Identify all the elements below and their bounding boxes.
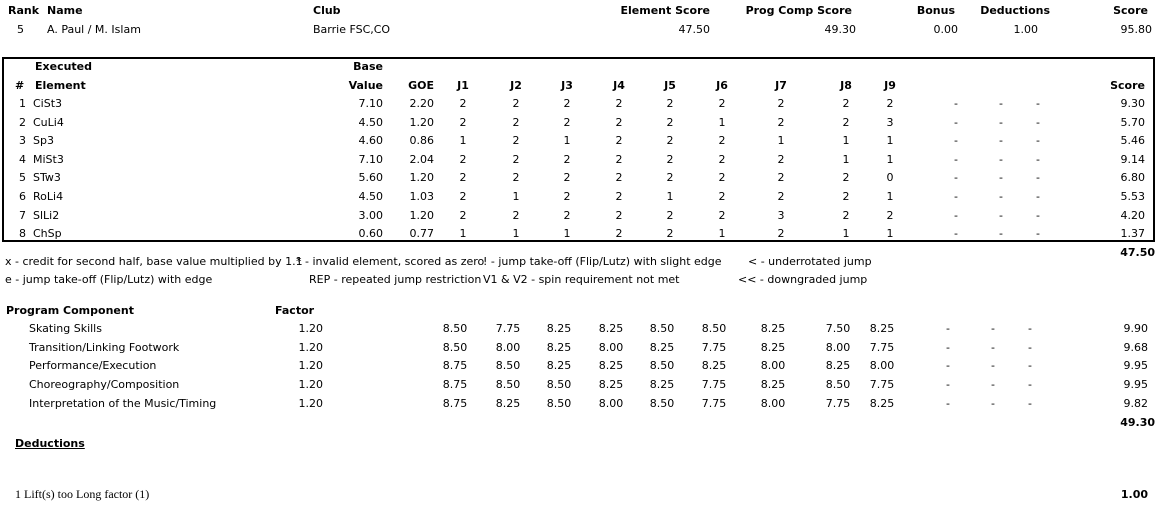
elements-total: 47.50 <box>1120 246 1155 259</box>
element-judge-mark: 2 <box>459 97 467 110</box>
element-judge-mark: 2 <box>842 190 850 203</box>
element-judge-mark: 2 <box>718 171 726 185</box>
components-header: Program Component <box>6 304 134 317</box>
element-judge-mark: 2 <box>512 134 520 148</box>
component-judge-mark: 8.50 <box>649 396 675 410</box>
element-judge-mark: 1 <box>563 134 571 148</box>
component-judge-mark: 8.00 <box>825 340 851 354</box>
element-judge-mark: 2 <box>512 208 520 222</box>
element-judge-mark: 2 <box>512 115 520 129</box>
element-goe: 0.86 <box>409 134 434 148</box>
element-base-value: 4.50 <box>358 115 383 129</box>
component-score: 9.90 <box>1123 322 1148 335</box>
elements-value-header: Value <box>348 79 383 92</box>
deduction-item-value: 1.00 <box>1120 488 1148 501</box>
component-judge-mark: 8.75 <box>442 378 468 392</box>
element-score: 6.80 <box>1120 171 1145 185</box>
component-name: Choreography/Composition <box>29 378 180 392</box>
elements-executed-header: Executed <box>35 60 93 73</box>
element-judge-mark: 2 <box>615 171 623 185</box>
element-empty-mark: - <box>1036 227 1040 241</box>
component-judge-mark: 8.00 <box>760 359 786 373</box>
element-base-value: 3.00 <box>358 208 383 222</box>
element-judge-mark: 2 <box>459 208 467 222</box>
element-judge-mark: 2 <box>718 190 726 203</box>
element-empty-mark: - <box>1036 97 1040 110</box>
elements-judge-header: J9 <box>884 79 896 92</box>
component-judge-mark: 7.75 <box>825 396 851 410</box>
component-judge-mark: 8.25 <box>760 322 786 335</box>
component-empty-mark: - <box>1028 340 1032 354</box>
element-name: CuLi4 <box>33 115 64 129</box>
elements-goe-header: GOE <box>408 79 434 92</box>
element-judge-mark: 2 <box>777 227 785 241</box>
element-goe: 1.03 <box>409 190 434 203</box>
element-empty-mark: - <box>1036 134 1040 148</box>
component-judge-mark: 8.50 <box>442 322 468 335</box>
components-total: 49.30 <box>1120 416 1155 429</box>
elements-judge-header: J8 <box>840 79 852 92</box>
component-judge-mark: 8.00 <box>869 359 895 373</box>
component-factor: 1.20 <box>298 322 323 335</box>
element-empty-mark: - <box>954 171 958 185</box>
element-empty-mark: - <box>954 208 958 222</box>
element-num: 4 <box>19 152 26 166</box>
component-judge-mark: 8.25 <box>649 378 675 392</box>
element-base-value: 7.10 <box>358 152 383 166</box>
component-empty-mark: - <box>991 322 995 335</box>
element-base-value: 0.60 <box>358 227 383 241</box>
element-empty-mark: - <box>999 134 1003 148</box>
element-empty-mark: - <box>1036 152 1040 166</box>
component-judge-mark: 7.50 <box>825 322 851 335</box>
element-name: RoLi4 <box>33 190 64 203</box>
element-judge-mark: 3 <box>886 115 894 129</box>
element-judge-mark: 2 <box>512 171 520 185</box>
element-base-value: 4.50 <box>358 190 383 203</box>
component-empty-mark: - <box>946 359 950 373</box>
element-judge-mark: 2 <box>563 115 571 129</box>
component-judge-mark: 8.50 <box>649 359 675 373</box>
component-judge-mark: 8.25 <box>869 322 895 335</box>
element-judge-mark: 0 <box>886 171 894 185</box>
component-factor: 1.20 <box>298 359 323 373</box>
element-judge-mark: 2 <box>666 115 674 129</box>
element-num: 2 <box>19 115 26 129</box>
legend-slight-edge: ! - jump take-off (Flip/Lutz) with slight edge <box>483 255 722 268</box>
header-bonus-value: 0.00 <box>933 23 958 36</box>
legend-edge: e - jump take-off (Flip/Lutz) with edge <box>5 273 213 286</box>
component-judge-mark: 8.25 <box>760 378 786 392</box>
element-score: 9.30 <box>1120 97 1145 110</box>
elements-score-header: Score <box>1110 79 1145 92</box>
header-score-value: 95.80 <box>1120 23 1152 36</box>
header-element-score-label: Element Score <box>620 4 710 17</box>
component-name: Performance/Execution <box>29 359 157 373</box>
component-judge-mark: 8.25 <box>869 396 895 410</box>
elements-base-header: Base <box>353 60 383 73</box>
header-bonus-label: Bonus <box>916 4 955 17</box>
element-judge-mark: 1 <box>886 134 894 148</box>
element-judge-mark: 1 <box>666 190 674 203</box>
element-judge-mark: 1 <box>886 190 894 203</box>
element-judge-mark: 2 <box>842 208 850 222</box>
element-name: CiSt3 <box>33 97 63 110</box>
elements-judge-header: J6 <box>716 79 728 92</box>
component-judge-mark: 7.75 <box>869 378 895 392</box>
component-judge-mark: 7.75 <box>701 340 727 354</box>
elements-num-header: # <box>15 79 25 92</box>
component-empty-mark: - <box>1028 359 1032 373</box>
legend-spin: V1 & V2 - spin requirement not met <box>483 273 680 286</box>
components-factor-header: Factor <box>275 304 315 317</box>
component-empty-mark: - <box>991 378 995 392</box>
component-judge-mark: 8.50 <box>442 340 468 354</box>
element-empty-mark: - <box>954 152 958 166</box>
element-base-value: 7.10 <box>358 97 383 110</box>
element-judge-mark: 2 <box>615 134 623 148</box>
element-num: 5 <box>19 171 26 185</box>
component-judge-mark: 8.25 <box>546 340 572 354</box>
element-score: 9.14 <box>1120 152 1145 166</box>
component-empty-mark: - <box>991 396 995 410</box>
element-judge-mark: 1 <box>842 134 850 148</box>
component-judge-mark: 8.25 <box>546 322 572 335</box>
component-empty-mark: - <box>991 359 995 373</box>
element-judge-mark: 2 <box>563 208 571 222</box>
element-name: STw3 <box>33 171 61 185</box>
header-club-label: Club <box>313 4 341 17</box>
header-rank-label: Rank <box>8 4 40 17</box>
element-judge-mark: 1 <box>563 227 571 241</box>
element-empty-mark: - <box>954 115 958 129</box>
component-judge-mark: 8.00 <box>495 340 521 354</box>
element-judge-mark: 1 <box>512 190 520 203</box>
element-empty-mark: - <box>1036 190 1040 203</box>
component-judge-mark: 8.00 <box>598 396 624 410</box>
element-num: 8 <box>19 227 26 241</box>
element-num: 3 <box>19 134 26 148</box>
header-name-value: A. Paul / M. Islam <box>47 23 141 36</box>
element-goe: 1.20 <box>409 115 434 129</box>
element-empty-mark: - <box>1036 208 1040 222</box>
component-judge-mark: 8.75 <box>442 396 468 410</box>
elements-judge-header: J5 <box>664 79 676 92</box>
element-judge-mark: 2 <box>718 152 726 166</box>
component-judge-mark: 8.50 <box>701 322 727 335</box>
elements-judge-header: J4 <box>613 79 625 92</box>
component-judge-mark: 8.00 <box>760 396 786 410</box>
component-judge-mark: 8.25 <box>598 378 624 392</box>
component-empty-mark: - <box>1028 322 1032 335</box>
header-element-score-value: 47.50 <box>678 23 710 36</box>
legend-invalid: * - invalid element, scored as zero <box>296 255 485 268</box>
elements-judge-header: J2 <box>510 79 522 92</box>
component-judge-mark: 8.25 <box>760 340 786 354</box>
element-name: Sp3 <box>33 134 54 148</box>
element-judge-mark: 2 <box>718 208 726 222</box>
element-judge-mark: 1 <box>886 227 894 241</box>
header-score-label: Score <box>1113 4 1148 17</box>
component-factor: 1.20 <box>298 340 323 354</box>
component-empty-mark: - <box>991 340 995 354</box>
component-judge-mark: 8.00 <box>598 340 624 354</box>
element-judge-mark: 2 <box>886 208 894 222</box>
element-judge-mark: 2 <box>512 152 520 166</box>
element-empty-mark: - <box>1036 171 1040 185</box>
element-empty-mark: - <box>999 190 1003 203</box>
element-judge-mark: 2 <box>666 171 674 185</box>
element-judge-mark: 1 <box>459 134 467 148</box>
element-judge-mark: 2 <box>666 134 674 148</box>
element-name: SlLi2 <box>33 208 60 222</box>
element-goe: 2.20 <box>409 97 434 110</box>
header-prog-comp-score-value: 49.30 <box>824 23 856 36</box>
element-judge-mark: 2 <box>563 171 571 185</box>
element-judge-mark: 2 <box>615 227 623 241</box>
component-judge-mark: 8.50 <box>495 359 521 373</box>
element-empty-mark: - <box>954 190 958 203</box>
element-num: 6 <box>19 190 26 203</box>
element-judge-mark: 2 <box>666 152 674 166</box>
element-judge-mark: 2 <box>563 152 571 166</box>
element-judge-mark: 2 <box>666 208 674 222</box>
element-judge-mark: 1 <box>842 152 850 166</box>
component-factor: 1.20 <box>298 396 323 410</box>
element-judge-mark: 2 <box>512 97 520 110</box>
element-empty-mark: - <box>1036 115 1040 129</box>
legend-downgraded: << - downgraded jump <box>738 273 868 286</box>
element-judge-mark: 2 <box>842 171 850 185</box>
element-empty-mark: - <box>954 134 958 148</box>
legend-x: x - credit for second half, base value multiplied by 1.1 <box>5 255 303 268</box>
component-empty-mark: - <box>1028 396 1032 410</box>
element-judge-mark: 1 <box>459 227 467 241</box>
element-judge-mark: 2 <box>886 97 894 110</box>
element-judge-mark: 2 <box>615 208 623 222</box>
component-name: Interpretation of the Music/Timing <box>29 396 217 410</box>
element-score: 5.46 <box>1120 134 1145 148</box>
element-base-value: 5.60 <box>358 171 383 185</box>
component-judge-mark: 7.75 <box>701 396 727 410</box>
component-score: 9.82 <box>1123 396 1148 410</box>
element-judge-mark: 2 <box>615 115 623 129</box>
component-judge-mark: 8.50 <box>546 396 572 410</box>
element-num: 7 <box>19 208 26 222</box>
element-empty-mark: - <box>999 208 1003 222</box>
element-score: 5.70 <box>1120 115 1145 129</box>
element-empty-mark: - <box>954 227 958 241</box>
header-name-label: Name <box>47 4 83 17</box>
deductions-title: Deductions <box>15 437 85 450</box>
element-judge-mark: 3 <box>777 208 785 222</box>
element-empty-mark: - <box>999 227 1003 241</box>
element-judge-mark: 1 <box>842 227 850 241</box>
header-prog-comp-score-label: Prog Comp Score <box>745 4 852 17</box>
element-name: MiSt3 <box>33 152 64 166</box>
element-score: 5.53 <box>1120 190 1145 203</box>
element-goe: 1.20 <box>409 171 434 185</box>
component-judge-mark: 8.25 <box>649 340 675 354</box>
element-judge-mark: 1 <box>886 152 894 166</box>
element-goe: 0.77 <box>409 227 434 241</box>
component-judge-mark: 8.25 <box>598 359 624 373</box>
element-judge-mark: 2 <box>615 97 623 110</box>
deduction-item-label: 1 Lift(s) too Long factor (1) <box>15 487 150 501</box>
element-score: 1.37 <box>1120 227 1145 241</box>
component-empty-mark: - <box>946 340 950 354</box>
element-goe: 1.20 <box>409 208 434 222</box>
component-empty-mark: - <box>946 396 950 410</box>
element-judge-mark: 1 <box>777 134 785 148</box>
element-judge-mark: 2 <box>615 190 623 203</box>
element-judge-mark: 2 <box>777 171 785 185</box>
component-score: 9.95 <box>1123 359 1148 373</box>
element-judge-mark: 1 <box>512 227 520 241</box>
component-empty-mark: - <box>946 322 950 335</box>
element-judge-mark: 1 <box>718 227 726 241</box>
component-factor: 1.20 <box>298 378 323 392</box>
component-judge-mark: 8.25 <box>701 359 727 373</box>
element-judge-mark: 2 <box>777 115 785 129</box>
element-judge-mark: 2 <box>777 152 785 166</box>
element-score: 4.20 <box>1120 208 1145 222</box>
component-name: Skating Skills <box>29 322 102 335</box>
element-judge-mark: 2 <box>718 134 726 148</box>
element-judge-mark: 2 <box>459 190 467 203</box>
header-club-value: Barrie FSC,CO <box>313 23 391 36</box>
element-empty-mark: - <box>999 152 1003 166</box>
element-judge-mark: 2 <box>563 190 571 203</box>
legend-underrotated: < - underrotated jump <box>748 255 872 268</box>
elements-judge-header: J1 <box>457 79 469 92</box>
element-judge-mark: 2 <box>718 97 726 110</box>
element-judge-mark: 2 <box>459 171 467 185</box>
component-empty-mark: - <box>1028 378 1032 392</box>
element-judge-mark: 2 <box>666 227 674 241</box>
component-judge-mark: 8.50 <box>825 378 851 392</box>
element-empty-mark: - <box>999 97 1003 110</box>
component-judge-mark: 8.25 <box>546 359 572 373</box>
element-empty-mark: - <box>999 115 1003 129</box>
component-score: 9.68 <box>1123 340 1148 354</box>
component-judge-mark: 7.75 <box>495 322 521 335</box>
element-judge-mark: 2 <box>842 97 850 110</box>
element-empty-mark: - <box>954 97 958 110</box>
element-name: ChSp <box>33 227 62 241</box>
component-score: 9.95 <box>1123 378 1148 392</box>
component-judge-mark: 7.75 <box>701 378 727 392</box>
elements-judge-header: J7 <box>775 79 787 92</box>
component-judge-mark: 8.50 <box>495 378 521 392</box>
component-empty-mark: - <box>946 378 950 392</box>
component-judge-mark: 8.50 <box>546 378 572 392</box>
element-empty-mark: - <box>999 171 1003 185</box>
elements-judge-header: J3 <box>561 79 573 92</box>
header-deductions-value: 1.00 <box>1013 23 1038 36</box>
component-judge-mark: 8.50 <box>649 322 675 335</box>
element-base-value: 4.60 <box>358 134 383 148</box>
element-num: 1 <box>19 97 26 110</box>
element-judge-mark: 2 <box>842 115 850 129</box>
component-judge-mark: 7.75 <box>869 340 895 354</box>
element-judge-mark: 2 <box>666 97 674 110</box>
legend-rep: REP - repeated jump restriction <box>309 273 482 286</box>
elements-element-header: Element <box>35 79 86 92</box>
element-judge-mark: 2 <box>615 152 623 166</box>
element-judge-mark: 2 <box>777 97 785 110</box>
element-judge-mark: 2 <box>563 97 571 110</box>
element-judge-mark: 2 <box>777 190 785 203</box>
component-judge-mark: 8.25 <box>825 359 851 373</box>
element-judge-mark: 2 <box>459 115 467 129</box>
component-name: Transition/Linking Footwork <box>29 340 180 354</box>
element-judge-mark: 2 <box>459 152 467 166</box>
header-deductions-label: Deductions <box>980 4 1050 17</box>
component-judge-mark: 8.25 <box>598 322 624 335</box>
element-judge-mark: 1 <box>718 115 726 129</box>
component-judge-mark: 8.75 <box>442 359 468 373</box>
element-goe: 2.04 <box>409 152 434 166</box>
component-judge-mark: 8.25 <box>495 396 521 410</box>
header-rank-value: 5 <box>17 23 24 36</box>
